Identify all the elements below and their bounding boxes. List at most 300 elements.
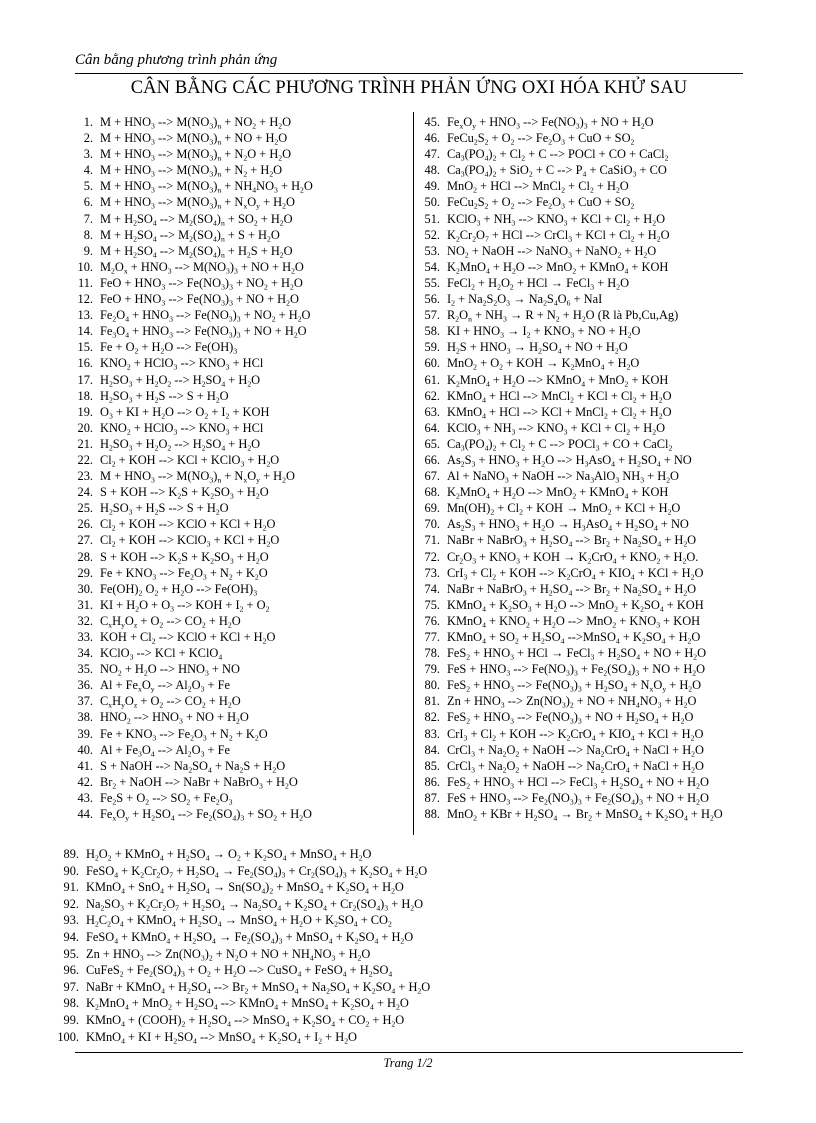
equation-text: KMnO$_4$ + $KNO_2 + H_2O$ --> $MnO_2 + KNO_3$ + KOH (447, 613, 701, 630)
equation-item (75, 436, 313, 452)
equation-number: 72. (424, 549, 440, 564)
equation-text: $H_2S + HNO_3 \to H_2SO_4$ + NO + $H_2O$ (447, 340, 628, 356)
equation-number: 66. (424, 452, 440, 467)
equation-text: $M + H_2SO_4$ --> $M_2(SO_4)_n + S + H_2O$ (100, 227, 280, 244)
equation-number: 59. (424, 340, 440, 355)
equation-number: 42. (77, 774, 93, 789)
equation-item (57, 896, 430, 913)
equation-number: 77. (424, 630, 440, 644)
equation-text: $O_3$ + KI + $H_2O$ --> $O_2 + I_2$ + KOH (100, 404, 270, 421)
equation-text: MnO$_2$ + HCl --> MnCl$_2$ + $Cl_2 + H_2O$ (447, 179, 629, 196)
equation-number: 90. (63, 863, 79, 878)
equation-item (75, 726, 313, 742)
equation-text: $H_2C_2O_4$ + KMnO$_4$ + $H_2SO_4$ → MnSO$_4$ + $H_2O + K_2SO_4 + CO_2$ (86, 913, 392, 930)
equation-text: $R_2O_n + NH_3 \to R + N_2 + H_2O$ (R là Pb,Cu,Ag) (447, 308, 679, 324)
equation-number: 63. (424, 404, 440, 419)
equation-text: $H_2SO_3 + H_2O_2$ --> $H_2SO_4 + H_2O$ (100, 372, 261, 389)
equation-number: 38. (77, 710, 93, 725)
equation-text: $Cl_2$ + KOH --> KCl + KClO$_3$ + $H_2O$ (100, 452, 280, 469)
equation-text: $Fe + KNO_3$ --> $Fe_2O_3 + N_2 + K_2O$ (100, 726, 268, 743)
equation-text: $Zn + HNO_3$ --> $Zn(NO_3)_2$ + NO + $NH_4NO_3 + H_2O$ (447, 694, 697, 711)
equation-item (75, 484, 313, 500)
equation-text: $MnO_2 + O_2$ + KOH → $K_2MnO_4 + H_2O$ (447, 356, 640, 373)
equation-text: $Fe_xO_y + H_2SO_4$ --> $Fe_2(SO_4)_3 + SO_2 + H_2O$ (100, 807, 312, 823)
equation-item (75, 613, 313, 629)
equation-text: $H_2SO_3 + H_2S$ --> $S + H_2O$ (100, 388, 229, 405)
equation-text: KI + $H_2O + O_3$ --> KOH + $I_2 + O_2$ (100, 597, 270, 614)
equation-item (75, 742, 313, 758)
equation-number: 29. (77, 565, 93, 580)
equation-text: $Fe_xO_y + HNO_3$ --> $Fe(NO_3)_3$ + NO + $H_2O$ (447, 115, 654, 131)
equation-item (75, 162, 313, 178)
equation-number: 18. (77, 388, 93, 403)
equation-number: 93. (63, 913, 79, 928)
equation-number: 76. (424, 613, 440, 628)
equation-text: S + KOH --> $K_2S + K_2SO_3 + H_2O$ (100, 485, 269, 501)
equation-item (75, 130, 313, 146)
equation-item (422, 162, 723, 178)
equation-number: 15. (77, 340, 93, 355)
equation-item (422, 194, 723, 210)
equation-text: $Br_2$ + NaOH --> NaBr + NaBrO$_3$ + $H_2O$ (100, 774, 298, 791)
equation-item (75, 339, 313, 355)
equation-text: S + KOH --> $K_2S + K_2SO_3 + H_2O$ (100, 549, 269, 566)
equation-text: $Fe_2O_4 + HNO_3$ --> $Fe(NO_3)_3 + NO_2 + H_2O$ (100, 308, 311, 324)
equation-item (422, 629, 723, 645)
equation-item (75, 629, 313, 645)
equation-item (75, 774, 313, 790)
equation-number: 36. (77, 678, 93, 693)
equation-text: FeS + $HNO_3$ --> $Fe_2(NO_3)_3 + Fe_2(SO_4)_3$ + NO + $H_2O$ (447, 790, 709, 807)
equation-number: 27. (77, 533, 93, 548)
equation-text: $H_2SO_3 + H_2S$ --> $S + H_2O$ (100, 501, 229, 517)
equation-item (422, 645, 723, 661)
equation-item (75, 404, 313, 420)
equation-item (422, 549, 723, 565)
equation-item (75, 645, 313, 661)
equation-number: 82. (424, 710, 440, 725)
equation-number: 96. (63, 963, 79, 978)
equation-text: S + NaOH --> $Na_2SO_4 + Na_2S + H_2O$ (100, 758, 286, 775)
equation-item (422, 436, 723, 452)
equation-item (422, 709, 723, 725)
equation-item (75, 323, 313, 339)
equation-number: 55. (424, 275, 440, 290)
equation-item (422, 259, 723, 275)
equation-item (57, 946, 430, 963)
equation-item (57, 995, 430, 1012)
equation-text: FeS + $HNO_3$ --> $Fe(NO_3)_3 + Fe_2(SO_4)_3$ + NO + $H_2O$ (447, 662, 706, 678)
equation-number: 23. (77, 469, 93, 484)
equation-number: 43. (77, 790, 93, 805)
equation-item (57, 1012, 430, 1029)
equation-number: 14. (77, 324, 93, 339)
equation-item (422, 806, 723, 822)
equation-text: KClO$_3$ --> KCl + KClO$_4$ (100, 646, 223, 662)
equation-item (57, 863, 430, 880)
equation-text: KClO$_3$ + $NH_3$ --> $KNO_3$ + KCl + $Cl_2 + H_2O$ (447, 211, 666, 228)
equation-text: $Fe + KNO_3$ --> $Fe_2O_3 + N_2 + K_2O$ (100, 565, 268, 582)
equation-item (422, 790, 723, 806)
equation-text: $Ca_3(PO_4)_2 + Cl_2 + C$ --> POCl$_3$ + CO + CaCl$_2$ (447, 436, 673, 453)
equation-text: FeSO$_4$ + KMnO$_4$ + $H_2SO_4 \to Fe_2(SO_4)_3$ + MnSO$_4$ + $K_2SO_4 + H_2O$ (86, 929, 414, 946)
equation-text: $C_xH_yO_z + O_2$ --> $CO_2 + H_2O$ (100, 613, 241, 630)
equation-number: 84. (424, 742, 440, 757)
equation-item (75, 565, 313, 581)
equation-number: 16. (77, 356, 93, 371)
equation-text: CrCl$_3$ + $Na_2O_2$ + NaOH --> $Na_2CrO_4$ + NaCl + $H_2O$ (447, 742, 704, 759)
equation-text: $KNO_2$ + HClO$_3$ --> $KNO_3$ + HCl (100, 420, 264, 437)
equation-number: 85. (424, 758, 440, 773)
equation-number: 4. (83, 163, 93, 178)
equation-number: 49. (424, 179, 440, 194)
equation-text: CrCl$_3$ + $Na_2O_2$ + NaOH --> $Na_2CrO_4$ + NaCl + $H_2O$ (447, 758, 704, 775)
equation-item (422, 742, 723, 758)
equation-item (422, 661, 723, 677)
equation-item (57, 962, 430, 979)
equation-number: 8. (83, 227, 93, 242)
equation-text: $Fe + O_2 + H_2O$ --> $Fe(OH)_3$ (100, 340, 238, 356)
equation-number: 81. (424, 694, 440, 709)
equation-item (75, 307, 313, 323)
equation-item (422, 677, 723, 693)
equation-item (75, 790, 313, 806)
equation-item (422, 227, 723, 243)
equation-text: $M + H_2SO_4$ --> $M_2(SO_4)_n + SO_2 + H_2O$ (100, 211, 293, 228)
equation-text: KMnO$_4$ + HCl --> KCl + MnCl$_2$ + $Cl_2 + H_2O$ (447, 404, 672, 421)
equation-text: KClO$_3$ + $NH_3$ --> $KNO_3$ + KCl + $Cl_2 + H_2O$ (447, 420, 666, 437)
equation-item (75, 420, 313, 436)
equation-item (75, 758, 313, 774)
equation-item (422, 532, 723, 548)
running-header: Cân bằng phương trình phản ứng (75, 52, 278, 68)
equation-item (75, 291, 313, 307)
equation-number: 83. (424, 726, 440, 741)
equation-number: 13. (77, 308, 93, 323)
equation-text: MnO$_2$ + KBr + $H_2SO_4 \to Br_2$ + MnSO$_4$ + $K_2SO_4 + H_2O$ (447, 807, 723, 823)
equation-text: $Cr_2O_3 + KNO_3$ + KOH → $K_2CrO_4 + KNO_2 + H_2O$. (447, 549, 699, 566)
equation-text: $FeS_2 + HNO_3$ --> $Fe(NO_3)_3$ + NO + $H_2SO_4 + H_2O$ (447, 710, 694, 727)
equation-item (422, 565, 723, 581)
equation-text: Al + NaNO$_3$ + NaOH --> $Na_3AlO_3$ $NH_3 + H_2O$ (447, 469, 679, 485)
equation-number: 21. (77, 436, 93, 451)
equation-text: NaBr + KMnO$_4$ + $H_2SO_4$ --> $Br_2$ + MnSO$_4$ + $Na_2SO_4 + K_2SO_4 + H_2O$ (86, 979, 431, 996)
equation-number: 5. (83, 179, 93, 194)
equation-number: 71. (424, 533, 440, 548)
equation-number: 37. (77, 694, 93, 709)
equation-list-right (422, 114, 723, 822)
equation-text: $H_2O_2$ + KMnO$_4$ + $H_2SO_4 \to O_2 + K_2SO_4$ + MnSO$_4$ + $H_2O$ (86, 847, 372, 863)
equation-item (75, 211, 313, 227)
equation-item (75, 693, 313, 709)
equation-number: 20. (77, 420, 93, 435)
equation-number: 80. (424, 678, 440, 693)
equation-list-bottom (57, 846, 430, 1045)
equation-number: 57. (424, 308, 440, 323)
equation-text: $FeCu_2S_2 + O_2$ --> $Fe_2O_3$ + CuO + $SO_2$ (447, 195, 635, 212)
equation-item (422, 452, 723, 468)
equation-number: 95. (63, 946, 79, 961)
equation-item (422, 468, 723, 484)
equation-text: $K_2MnO_4 + MnO_2 + H_2SO_4$ --> KMnO$_4$ + MnSO$_4$ + $K_2SO_4 + H_2O$ (86, 996, 409, 1013)
equation-text: $Ca_3(PO_4)_2 + SiO_2 + C$ --> $P_4$ + CaSiO$_3$ + CO (447, 163, 667, 179)
equation-number: 73. (424, 565, 440, 580)
equation-item (75, 243, 313, 259)
equation-number: 60. (424, 356, 440, 371)
equation-item (422, 114, 723, 130)
equation-number: 12. (77, 292, 93, 307)
equation-text: $FeS_2 + HNO_3$ + HCl --> FeCl$_3$ + $H_2SO_4$ + NO + $H_2O$ (447, 774, 709, 791)
equation-item (57, 846, 430, 863)
equation-text: NaBr + NaBrO$_3$ + $H_2SO_4$ --> $Br_2 + Na_2SO_4 + H_2O$ (447, 533, 697, 550)
equation-text: $H_2SO_3 + H_2O_2$ --> $H_2SO_4 + H_2O$ (100, 436, 261, 453)
equation-text: $Cl_2$ + KOH --> KClO$_3$ + KCl + $H_2O$ (100, 533, 280, 550)
equation-number: 86. (424, 774, 440, 789)
equation-text: $As_2S_3 + HNO_3 + H_2O \to H_3AsO_4 + H_2SO_4$ + NO (447, 517, 689, 534)
equation-number: 46. (424, 131, 440, 146)
equation-text: $M + HNO_3$ --> $M(NO_3)_n$ + NO + $H_2O$ (100, 131, 288, 147)
equation-item (75, 500, 313, 516)
equation-list-left (75, 114, 313, 822)
equation-number: 7. (83, 211, 93, 226)
equation-number: 39. (77, 726, 93, 741)
equation-text: $K_2MnO_4 + H_2O$ --> MnO$_2$ + KMnO$_4$ + KOH (447, 259, 669, 276)
equation-item (57, 912, 430, 929)
equation-item (57, 979, 430, 996)
equation-item (75, 532, 313, 548)
equation-number: 54. (424, 259, 440, 274)
equation-item (422, 211, 723, 227)
equation-number: 58. (424, 324, 440, 339)
equation-text: $Mn(OH)_2 + Cl_2$ + KOH → MnO$_2$ + KCl + $H_2O$ (447, 501, 681, 517)
footer-rule (75, 1052, 743, 1053)
equation-text: $M + HNO_3$ --> $M(NO_3)_n + N_xO_y + H_2O$ (100, 195, 295, 212)
equation-text: $M + HNO_3$ --> $M(NO_3)_n + N_2O + H_2O$ (100, 147, 292, 163)
equation-number: 87. (424, 790, 440, 805)
equation-number: 40. (77, 742, 93, 757)
equation-text: CuFeS$_2$ + $Fe_2(SO_4)_3 + O_2 + H_2O$ --> CuSO$_4$ + FeSO$_4$ + $H_2SO_4$ (86, 963, 393, 979)
equation-item (422, 581, 723, 597)
equation-item (75, 178, 313, 194)
equation-item (422, 178, 723, 194)
equation-item (422, 146, 723, 162)
equation-text: $M_2O_x + HNO_3$ --> $M(NO_3)_3$ + NO + $H_2O$ (100, 259, 304, 276)
equation-item (422, 130, 723, 146)
equation-number: 97. (63, 979, 79, 994)
equation-item (422, 339, 723, 355)
equation-text: $K_2MnO_4 + H_2O$ --> MnO$_2$ + KMnO$_4$ + KOH (447, 485, 669, 501)
equation-number: 41. (77, 758, 93, 773)
equation-item (422, 275, 723, 291)
equation-number: 99. (63, 1012, 79, 1027)
equation-text: FeO + $HNO_3$ --> $Fe(NO_3)_3 + NO_2 + H_2O$ (100, 275, 303, 292)
equation-number: 34. (77, 646, 93, 661)
equation-number: 22. (77, 452, 93, 467)
equation-item (75, 549, 313, 565)
equation-item (75, 452, 313, 468)
equation-number: 26. (77, 517, 93, 532)
equation-item (422, 355, 723, 371)
page-number: Trang 1/2 (383, 1056, 433, 1070)
equation-number: 79. (424, 662, 440, 677)
equation-text: $NO_2 + H_2O$ --> $HNO_3$ + NO (100, 662, 240, 678)
equation-number: 75. (424, 597, 440, 612)
equation-number: 53. (424, 243, 440, 258)
equation-text: $K_2Cr_2O_7$ + HCl --> CrCl$_3$ + KCl + $Cl_2 + H_2O$ (447, 227, 670, 244)
equation-text: $FeS_2 + HNO_3$ --> $Fe(NO_3)_3 + H_2SO_4 + N_xO_y + H_2O$ (447, 678, 702, 694)
equation-text: $M + H_2SO_4$ --> $M_2(SO_4)_n + H_2S + H_2O$ (100, 243, 293, 260)
equation-text: $As_2S_3 + HNO_3 + H_2O$ --> $H_3AsO_4 + H_2SO_4$ + NO (447, 452, 692, 469)
equation-text: FeSO$_4$ + $K_2Cr_2O_7 + H_2SO_4 \to Fe_2(SO_4)_3 + Cr_2(SO_4)_3 + K_2SO_4 + H_2O$ (86, 863, 428, 880)
equation-text: $HNO_2$ --> $HNO_3$ + NO + $H_2O$ (100, 710, 249, 727)
equation-item (422, 726, 723, 742)
equation-text: $C_xH_yO_z + O_2$ --> $CO_2 + H_2O$ (100, 694, 241, 711)
equation-number: 3. (83, 147, 93, 162)
equation-number: 31. (77, 597, 93, 612)
equation-number: 51. (424, 211, 440, 226)
equation-item (75, 194, 313, 210)
equation-item (75, 677, 313, 693)
equation-item (422, 597, 723, 613)
equation-number: 1. (83, 115, 93, 129)
equation-number: 19. (77, 404, 93, 419)
equation-item (422, 372, 723, 388)
equation-number: 65. (424, 436, 440, 451)
page-title: CÂN BẰNG CÁC PHƯƠNG TRÌNH PHẢN ỨNG OXI HÓA KHỬ SAU (130, 78, 688, 98)
equation-item (75, 516, 313, 532)
equation-text: $Cl_2$ + KOH --> KClO + KCl + $H_2O$ (100, 517, 276, 534)
equation-text: KI + $HNO_3 \to I_2 + KNO_3$ + NO + $H_2O$ (447, 324, 641, 340)
equation-number: 74. (424, 581, 440, 596)
equation-text: $Fe(OH)_2$ $O_2 + H_2O$ --> $Fe(OH)_3$ (100, 581, 258, 598)
equation-text: NaBr + NaBrO$_3$ + $H_2SO_4$ --> $Br_2 + Na_2SO_4 + H_2O$ (447, 581, 697, 598)
equation-text: $FeCu_2S_2 + O_2$ --> $Fe_2O_3$ + CuO + $SO_2$ (447, 131, 635, 147)
equation-text: $Zn + HNO_3$ --> $Zn(NO_3)_2 + N_2O$ + NO + $NH_4NO_3 + H_2O$ (86, 946, 371, 963)
equation-text: KOH + $Cl_2$ --> KClO + KCl + $H_2O$ (100, 630, 276, 646)
equation-item (75, 275, 313, 291)
equation-number: 30. (77, 581, 93, 596)
equation-item (422, 420, 723, 436)
equation-text: KMnO$_4$ + $K_2SO_3 + H_2O$ --> $MnO_2 + K_2SO_4$ + KOH (447, 597, 704, 614)
equation-number: 17. (77, 372, 93, 387)
equation-text: $CrI_3 + Cl_2$ + KOH --> $K_2CrO_4 + KIO_4$ + KCl + $H_2O$ (447, 726, 704, 743)
equation-number: 33. (77, 630, 93, 644)
equation-item (75, 468, 313, 484)
header-rule (75, 73, 743, 74)
equation-number: 25. (77, 501, 93, 516)
equation-text: $M + HNO_3$ --> $M(NO_3)_n + N_xO_y + H_2O$ (100, 469, 295, 485)
equation-text: $M + HNO_3$ --> $M(NO_3)_n + NH_4NO_3 + H_2O$ (100, 179, 313, 196)
equation-text: FeO + $HNO_3$ --> $Fe(NO_3)_3$ + NO + $H_2O$ (100, 292, 299, 308)
equation-item (422, 404, 723, 420)
equation-item (75, 114, 313, 130)
equation-item (75, 227, 313, 243)
equation-item (422, 307, 723, 323)
equation-number: 35. (77, 662, 93, 677)
equation-item (75, 146, 313, 162)
equation-item (75, 597, 313, 613)
equation-number: 88. (424, 807, 440, 822)
equation-text: $NO_2$ + NaOH --> NaNO$_3$ + NaNO$_2$ + $H_2O$ (447, 243, 657, 260)
equation-number: 56. (424, 292, 440, 307)
equation-number: 78. (424, 646, 440, 661)
equation-text: FeCl$_2$ + $H_2O_2$ + HCl → FeCl$_3$ + $H_2O$ (447, 275, 630, 292)
equation-item (422, 323, 723, 339)
equation-text: KMnO$_4$ + $SO_2 + H_2SO_4$ -->MnSO$_4$ + $K_2SO_4 + H_2O$ (447, 630, 701, 646)
equation-number: 24. (77, 485, 93, 500)
equation-number: 2. (83, 131, 93, 146)
equation-text: $Fe_3O_4 + HNO_3$ --> $Fe(NO_3)_3$ + NO + $H_2O$ (100, 324, 307, 340)
equation-item (75, 806, 313, 822)
equation-text: $M + HNO_3$ --> $M(NO_3)_n + NO_2 + H_2O$ (100, 115, 292, 131)
equation-number: 45. (424, 115, 440, 129)
equation-text: KMnO$_4$ + $SnO_4 + H_2SO_4 \to Sn(SO_4)_2$ + MnSO$_4$ + $K_2SO_4 + H_2O$ (86, 880, 404, 896)
equation-item (75, 259, 313, 275)
equation-item (422, 500, 723, 516)
column-divider (413, 112, 414, 835)
equation-number: 100. (57, 1029, 79, 1044)
equation-number: 69. (424, 501, 440, 516)
equation-text: $Fe_2S + O_2$ --> $SO_2 + Fe_2O_3$ (100, 790, 233, 807)
equation-text: $Na_2SO_3 + K_2Cr_2O_7 + H_2SO_4 \to Na_2SO_4 + K_2SO_4 + Cr_2(SO_4)_3 + H_2O$ (86, 896, 424, 913)
equation-item (75, 372, 313, 388)
equation-item (57, 879, 430, 896)
equation-number: 98. (63, 996, 79, 1011)
equation-item (57, 1029, 430, 1046)
equation-number: 89. (63, 847, 79, 861)
equation-number: 47. (424, 147, 440, 162)
equation-number: 92. (63, 896, 79, 911)
equation-text: KMnO$_4$ + $(COOH)_2 + H_2SO_4$ --> MnSO$_4$ + $K_2SO_4 + CO_2 + H_2O$ (86, 1012, 405, 1029)
equation-text: KMnO$_4$ + KI + $H_2SO_4$ --> MnSO$_4$ + $K_2SO_4 + I_2 + H_2O$ (86, 1029, 357, 1046)
equation-text: $Al + Fe_3O_4$ --> $Al_2O_3 + Fe$ (100, 742, 230, 759)
equation-item (422, 291, 723, 307)
equation-item (422, 774, 723, 790)
equation-text: $M + HNO_3$ --> $M(NO_3)_n + N_2 + H_2O$ (100, 163, 283, 179)
equation-text: $Al + Fe_xO_y$ --> $Al_2O_3 + Fe$ (100, 678, 230, 694)
equation-number: 32. (77, 613, 93, 628)
equation-number: 70. (424, 517, 440, 532)
equation-text: $FeS_2 + HNO_3$ + HCl → FeCl$_3$ + $H_2SO_4$ + NO + $H_2O$ (447, 646, 707, 662)
equation-number: 62. (424, 388, 440, 403)
equation-item (422, 484, 723, 500)
equation-number: 61. (424, 372, 440, 387)
equation-number: 44. (77, 807, 93, 822)
equation-number: 48. (424, 163, 440, 178)
equation-item (75, 388, 313, 404)
equation-item (75, 661, 313, 677)
equation-number: 50. (424, 195, 440, 210)
equation-text: $K_2MnO_4 + H_2O$ --> KMnO$_4$ + MnO$_2$ + KOH (447, 372, 669, 389)
equation-text: $Ca_3(PO_4)_2 + Cl_2 + C$ --> POCl + CO + CaCl$_2$ (447, 147, 669, 163)
equation-item (75, 355, 313, 371)
equation-number: 64. (424, 420, 440, 435)
equation-number: 10. (77, 259, 93, 274)
equation-number: 68. (424, 485, 440, 500)
equation-number: 52. (424, 227, 440, 242)
equation-number: 67. (424, 469, 440, 484)
equation-text: $CrI_3 + Cl_2$ + KOH --> $K_2CrO_4 + KIO_4$ + KCl + $H_2O$ (447, 565, 704, 582)
equation-text: KMnO$_4$ + HCl --> MnCl$_2$ + KCl + $Cl_2 + H_2O$ (447, 388, 672, 405)
equation-item (422, 516, 723, 532)
equation-item (57, 929, 430, 946)
equation-item (75, 709, 313, 725)
equation-item (422, 613, 723, 629)
equation-text: $I_2 + Na_2S_2O_3 \to Na_2S_4O_6$ + NaI (447, 292, 603, 308)
equation-item (422, 243, 723, 259)
equation-number: 11. (77, 275, 93, 290)
equation-item (75, 581, 313, 597)
